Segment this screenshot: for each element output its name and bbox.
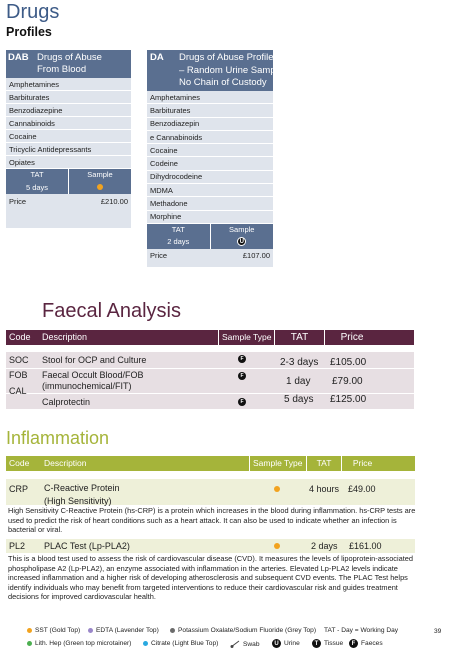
row-description-line: C-Reactive Protein: [44, 483, 120, 493]
header-description: Description: [42, 332, 88, 342]
page-title: Drugs: [6, 1, 60, 23]
header-price: Price: [341, 456, 383, 471]
oxalate-grey-dot-icon: [170, 628, 175, 633]
row-price: £79.00: [332, 376, 363, 387]
row-description: PLAC Test (Lp-PLA2): [44, 541, 130, 551]
inflammation-row: [6, 479, 415, 505]
citrate-blue-dot-icon: [143, 641, 148, 646]
faeces-icon: F: [238, 355, 246, 363]
profile-item: e Cannabinoids: [147, 131, 273, 144]
profile-item: Tricyclic Antidepressants: [6, 143, 131, 156]
row-description: [44, 482, 120, 508]
tat-value: 5 days: [6, 180, 69, 194]
legend-swab: [230, 640, 260, 648]
row-price: £125.00: [330, 394, 367, 405]
profile-item: Benzodiazepin: [147, 118, 273, 131]
tat-label: TAT: [6, 169, 69, 180]
sample-value: [69, 180, 131, 194]
legend-lith: [27, 640, 131, 647]
row-description-line: Faecal Occult Blood/FOB: [42, 370, 144, 380]
inflammation-row: [6, 539, 415, 553]
legend-label: SST (Gold Top): [35, 627, 81, 634]
profile-title-line: From Blood: [37, 64, 87, 75]
tat-label: TAT: [147, 224, 211, 235]
profile-item: Benzodiazepine: [6, 104, 131, 117]
row-description: [42, 370, 144, 392]
section-title-inflammation: Inflammation: [6, 428, 110, 448]
section-subtitle: Profiles: [6, 25, 52, 39]
legend-label: TAT - Day = Working Day: [324, 627, 399, 634]
price-label: Price: [150, 251, 168, 261]
lith-green-dot-icon: [27, 641, 32, 646]
faeces-icon: F: [349, 639, 358, 648]
profile-title-line: Drugs of Abuse Profile: [179, 52, 274, 63]
profile-panel-da: [147, 50, 276, 267]
row-price: £105.00: [330, 357, 367, 368]
legend-label: Swab: [243, 640, 260, 648]
legend-oxalate: [170, 627, 316, 634]
profile-item: Morphine: [147, 211, 273, 224]
page-number: 39: [434, 628, 442, 635]
profile-title: [37, 52, 102, 76]
profile-item: Codeine: [147, 157, 273, 170]
row-code: FOB: [9, 370, 28, 380]
legend-label: Faeces: [361, 640, 383, 647]
row-code: CAL: [9, 386, 27, 396]
header-sample: Sample Type: [249, 456, 302, 471]
profile-item: Methadone: [147, 197, 273, 210]
sst-gold-dot-icon: [274, 543, 280, 549]
legend-label: Urine: [284, 640, 300, 647]
tat-header: [6, 169, 131, 180]
urine-icon: U: [237, 237, 246, 246]
legend-label: Citrate (Light Blue Top): [151, 640, 219, 647]
legend-faeces: [349, 639, 383, 648]
swab-icon: [230, 640, 240, 648]
profile-item: Barbiturates: [6, 91, 131, 104]
price-row: [147, 249, 273, 263]
faeces-icon: F: [238, 398, 246, 406]
legend-label: EDTA (Lavender Top): [96, 627, 159, 634]
tissue-icon: T: [312, 639, 321, 648]
row-tat: 2 days: [311, 541, 338, 551]
price-row: [6, 194, 131, 208]
urine-icon: U: [272, 639, 281, 648]
row-price: £49.00: [348, 484, 376, 494]
profile-item: Opiates: [6, 156, 131, 169]
profile-item: Cocaine: [147, 144, 273, 157]
header-description: Description: [44, 458, 87, 468]
faeces-icon: F: [238, 372, 246, 380]
profile-item: MDMA: [147, 184, 273, 197]
row-description: Calprotectin: [42, 397, 91, 407]
legend-label: Lith. Hep (Green top microtainer): [35, 640, 132, 647]
header-tat: TAT: [306, 456, 341, 471]
profile-title: [179, 52, 276, 90]
header-code: Code: [9, 332, 31, 342]
row-tat: 1 day: [286, 376, 311, 387]
row-price: £161.00: [349, 541, 382, 551]
profile-header: [6, 50, 131, 78]
profile-panel-dab: [6, 50, 131, 228]
legend-label: Potassium Oxalate/Sodium Fluoride (Grey Top): [178, 627, 317, 634]
header-tat: TAT: [274, 330, 324, 345]
faecal-row: [6, 352, 414, 368]
row-description-line: (High Sensitivity): [44, 496, 112, 506]
inflammation-table-header: [6, 456, 415, 471]
row-code: SOC: [9, 355, 29, 365]
sst-gold-dot-icon: [27, 628, 32, 633]
profile-title-line: Drugs of Abuse: [37, 52, 102, 63]
profile-title-line: – Random Urine Samp: [179, 64, 276, 76]
faecal-table-header: [6, 330, 414, 345]
edta-lavender-dot-icon: [88, 628, 93, 633]
row-code: CRP: [9, 484, 29, 494]
legend-citrate: [143, 640, 218, 647]
profile-item: Cocaine: [6, 130, 131, 143]
profile-item: Barbiturates: [147, 104, 273, 117]
plac-description: This is a blood test used to assess the risk of cardiovascular disease (CVD). It measures the levels of lipoprotein-associated phospholipase A2 (Lp-PLA2), an enzyme associated with inflammation in the arteries. Elevated Lp-PLA2 levels indicate increased inflammation and a higher risk of developing atherosclerosis and subsequent CVD events. The PLAC Test helps identify individuals who may benefit from targeted interventions to reduce their cardiovascular risk and guides treatment decisions for improved cardiovascular health.: [8, 554, 414, 602]
row-description: Stool for OCP and Culture: [42, 355, 147, 365]
header-price: Price: [324, 330, 379, 345]
profile-item: Amphetamines: [147, 91, 273, 104]
row-tat: 2-3 days: [280, 357, 319, 368]
tat-values: [147, 235, 273, 249]
price-value: £210.00: [100, 196, 128, 206]
sample-label: Sample: [229, 224, 255, 234]
price-label: Price: [9, 196, 27, 206]
sample-value: [211, 235, 274, 249]
row-tat: 4 hours: [309, 484, 340, 494]
profile-code: DAB: [8, 52, 29, 63]
faecal-row: [6, 369, 414, 393]
profile-header: [147, 50, 276, 91]
row-tat: 5 days: [284, 394, 314, 405]
crp-description: High Sensitivity C-Reactive Protein (hs-CRP) is a protein which increases in the blood during inflammation. hs-CRP tests are used to predict the risk of heart conditions such as a heart attack. It can also be used to indicate whether an infection is bacterial or viral.: [8, 506, 416, 535]
profile-item: Dihydrocodeine: [147, 171, 273, 184]
legend-sst: [27, 627, 80, 634]
header-code: Code: [9, 458, 30, 468]
profile-item: Amphetamines: [6, 78, 131, 91]
legend-label: Tissue: [324, 640, 344, 647]
profile-item: Cannabinoids: [6, 117, 131, 130]
price-value: £107.00: [242, 251, 270, 261]
row-description-line: (immunochemical/FIT): [42, 381, 132, 391]
section-title-faecal: Faecal Analysis: [42, 300, 181, 322]
sample-label: Sample: [87, 170, 113, 179]
profile-title-line: No Chain of Custody: [179, 77, 267, 88]
tat-value: 2 days: [147, 235, 211, 249]
tat-header: [147, 224, 273, 235]
legend-tat-note: [324, 627, 398, 634]
header-sample: Sample Type: [218, 330, 271, 345]
legend-tissue: [312, 639, 343, 648]
profile-code: DA: [150, 52, 164, 63]
legend-edta: [88, 627, 159, 634]
sst-gold-dot-icon: [274, 486, 280, 492]
row-code: PL2: [9, 541, 26, 551]
legend-urine: [272, 639, 300, 648]
sst-gold-dot-icon: [97, 184, 103, 190]
tat-values: [6, 180, 131, 194]
